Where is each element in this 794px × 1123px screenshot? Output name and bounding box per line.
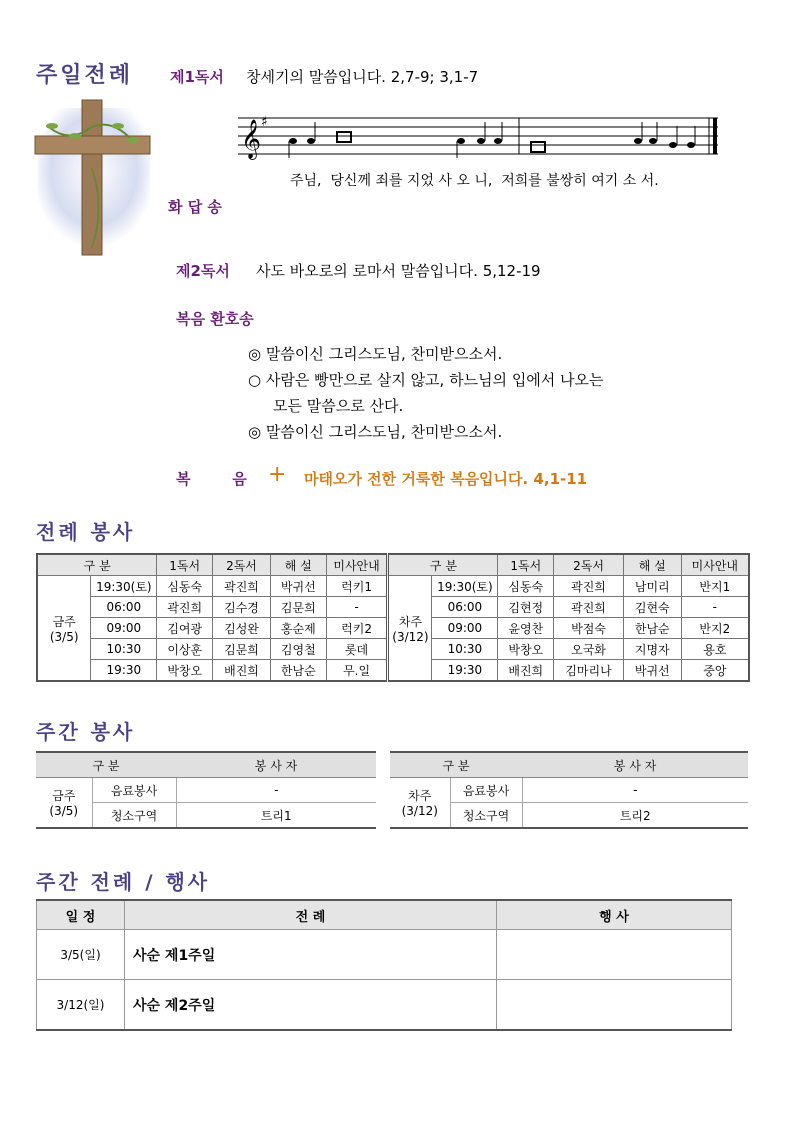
- cross-icon: +: [268, 462, 287, 487]
- table-row: 09:00 김여광 김성완 홍순제 럭키2 09:00 윤영찬 박점숙 한남순 반지2: [37, 618, 749, 639]
- liturgy-heading: 주일전례: [36, 62, 134, 88]
- psalm-label: 화 답 송: [168, 198, 222, 216]
- liturgy-cell: 사순 제1주일: [125, 930, 497, 980]
- table-row: [37, 980, 732, 1031]
- service-heading: 전례 봉사: [36, 520, 136, 544]
- alleluia-line-1: ◎ 말씀이신 그리스도님, 찬미받으소서.: [248, 345, 503, 363]
- table-row: [37, 930, 732, 980]
- time-cell: 19:30(토): [432, 576, 498, 597]
- header-guide: 미사안내: [681, 554, 749, 576]
- weekly-table-this-week: [36, 751, 376, 829]
- header-commentary: 해 설: [623, 554, 681, 576]
- table-row: 19:30 박창오 배진희 한남순 무.일 19:30 배진희 김마리나 박귀선 중앙: [37, 660, 749, 682]
- service-header-row: [37, 554, 749, 576]
- this-week-cell: 금주 (3/5): [36, 778, 92, 829]
- reading1-label: 제1독서: [170, 68, 224, 86]
- header-section: 구 분: [36, 752, 176, 778]
- table-row: 10:30 이상훈 김문희 김영철 롯데 10:30 박창오 오국화 지명자 용호: [37, 639, 749, 660]
- next-week-cell: 차주 (3/12): [388, 576, 432, 682]
- date-cell: 3/5(일): [37, 930, 125, 980]
- header-liturgy: 전 례: [125, 900, 497, 930]
- events-heading: 주간 전례 / 행사: [36, 870, 211, 894]
- header-volunteer: 봉 사 자: [176, 752, 376, 778]
- date-cell: 3/12(일): [37, 980, 125, 1031]
- alleluia-line-4: ◎ 말씀이신 그리스도님, 찬미받으소서.: [248, 423, 503, 441]
- header-reading1: 1독서: [498, 554, 554, 576]
- header-volunteer: 봉 사 자: [522, 752, 748, 778]
- events-header-row: [37, 900, 732, 930]
- event-cell: [497, 930, 732, 980]
- gospel-text: 마태오가 전한 거룩한 복음입니다. 4,1-11: [304, 470, 588, 488]
- alleluia-line-2: ○ 사람은 빵만으로 살지 않고, 하느님의 입에서 나오는: [248, 371, 604, 389]
- events-table: [36, 899, 732, 1031]
- table-row: 차주 (3/12) 음료봉사 -: [390, 778, 748, 803]
- table-row: 금주 (3/5) 19:30(토) 심동숙 곽진희 박귀선 럭키1 차주 (3/12) 19:30(토) 심동숙 곽진희 남미리 반지1: [37, 576, 749, 597]
- header-reading2: 2독서: [554, 554, 624, 576]
- cross-illustration: [30, 98, 155, 258]
- header-date: 일 정: [37, 900, 125, 930]
- alleluia-line-3: 모든 말씀으로 산다.: [273, 397, 404, 415]
- table-row: 06:00 곽진희 김수경 김문희 - 06:00 김현정 곽진희 김현숙 -: [37, 597, 749, 618]
- reading2-label: 제2독서: [176, 262, 230, 280]
- psalm-lyrics: 주님, 당신께 죄를 지었 사 오 니, 저희를 불쌍히 여기 소 서.: [290, 173, 659, 189]
- header-section: 구 분: [37, 554, 157, 576]
- event-cell: [497, 980, 732, 1031]
- weekly-heading: 주간 봉사: [36, 720, 136, 744]
- svg-text:♯: ♯: [261, 114, 268, 130]
- svg-text:𝄞: 𝄞: [241, 119, 262, 159]
- header-commentary: 해 설: [270, 554, 326, 576]
- header-reading2: 2독서: [213, 554, 271, 576]
- header-section: 구 분: [388, 554, 498, 576]
- weekly-header-row: [36, 752, 376, 778]
- gospel-label: 복 음: [176, 470, 247, 488]
- next-week-cell: 차주 (3/12): [390, 778, 450, 829]
- table-row: 청소구역 트리2: [390, 803, 748, 829]
- header-event: 행 사: [497, 900, 732, 930]
- table-row: 청소구역 트리1: [36, 803, 376, 829]
- header-reading1: 1독서: [157, 554, 213, 576]
- weekly-header-row: [390, 752, 748, 778]
- psalm-music-staff: [233, 110, 723, 162]
- service-table: [36, 553, 750, 682]
- liturgy-cell: 사순 제2주일: [125, 980, 497, 1031]
- time-cell: 19:30(토): [91, 576, 157, 597]
- alleluia-label: 복음 환호송: [176, 310, 254, 328]
- reading2-text: 사도 바오로의 로마서 말씀입니다. 5,12-19: [256, 262, 541, 280]
- weekly-table-next-week: [390, 751, 748, 829]
- this-week-cell: 금주 (3/5): [37, 576, 91, 682]
- header-guide: 미사안내: [326, 554, 388, 576]
- table-row: 금주 (3/5) 음료봉사 -: [36, 778, 376, 803]
- reading1-text: 창세기의 말씀입니다. 2,7-9; 3,1-7: [246, 68, 479, 86]
- header-section: 구 분: [390, 752, 522, 778]
